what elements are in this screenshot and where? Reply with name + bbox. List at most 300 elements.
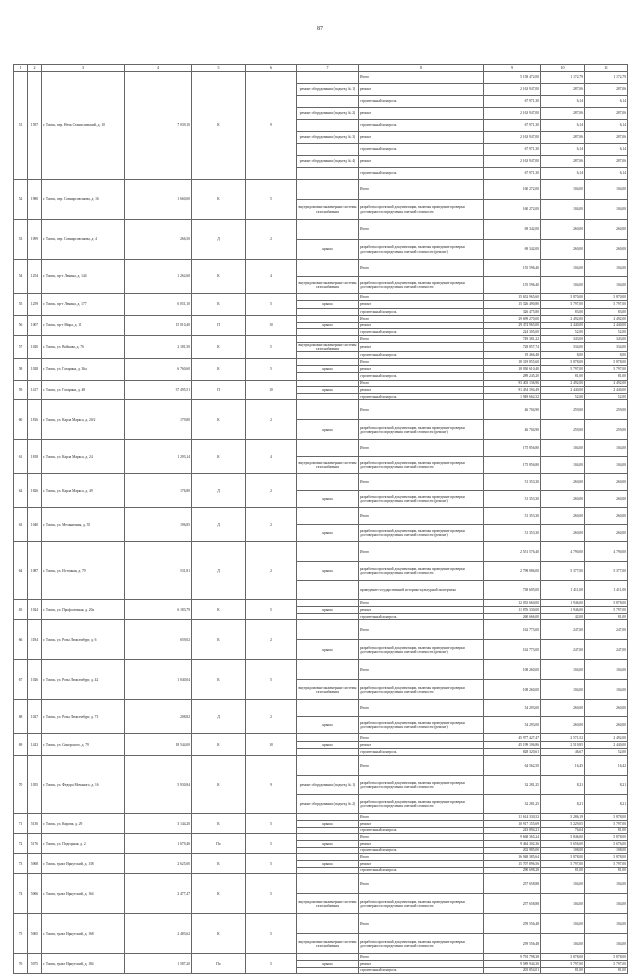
work-type: Итого — [359, 315, 484, 322]
unit-cost: 260,00 — [541, 220, 585, 240]
floors: 2 — [246, 474, 297, 508]
work-element — [297, 954, 359, 961]
work-type: ремонт — [359, 322, 484, 329]
work-type: ремонт — [359, 84, 484, 96]
work-type: ремонт — [359, 365, 484, 372]
unit-cost: 2 571,52 — [541, 734, 585, 741]
address: г. Томск, ул. Гагарина, д. 36а — [42, 358, 125, 380]
unit-cost: 6,14 — [541, 168, 585, 180]
unit-cost: 5 878,00 — [541, 954, 585, 961]
work-type: строительный контроль — [359, 96, 484, 108]
work-element — [297, 329, 359, 336]
work-element — [297, 854, 359, 861]
area: 6 183,79 — [125, 600, 192, 620]
unit-cost: 5 286,19 — [541, 814, 585, 821]
table-row — [14, 700, 628, 717]
cost: 2 163 947,00 — [484, 132, 541, 144]
work-element: внутридомовые инженерные системы газоснабжения — [297, 200, 359, 220]
cost: 69 342,00 — [484, 240, 541, 260]
category: П — [192, 315, 246, 335]
unit-cost: 8,21 — [541, 795, 585, 814]
limit-cost: 2 440,00 — [585, 387, 628, 394]
row-number: 61 — [14, 440, 28, 474]
row-number: 64 — [14, 542, 28, 600]
row-number: 57 — [14, 335, 28, 358]
limit-cost: 287,06 — [585, 108, 628, 120]
limit-cost: 104,00 — [585, 180, 628, 200]
work-type: ремонт — [359, 741, 484, 748]
area: 2 483,62 — [125, 914, 192, 954]
unit-cost: 104,00 — [541, 894, 585, 914]
work-element — [297, 294, 359, 301]
work-element: внутридомовые инженерные системы газоснабжения — [297, 680, 359, 700]
row-number: 60 — [14, 400, 28, 440]
unit-cost: 42,00 — [541, 613, 585, 620]
work-element: внутридомовые инженерные системы газоснабжения — [297, 277, 359, 294]
work-type: Итого — [359, 380, 484, 387]
work-element — [297, 96, 359, 108]
work-element — [297, 315, 359, 322]
cost: 290 698,28 — [484, 867, 541, 874]
cost: 289 245,20 — [484, 373, 541, 380]
limit-cost: 81,00 — [585, 827, 628, 834]
work-type: Итого — [359, 814, 484, 821]
category: К — [192, 734, 246, 756]
unit-cost: 260,00 — [541, 474, 585, 491]
category: К — [192, 440, 246, 474]
floors: 2 — [246, 620, 297, 660]
work-element: крыша — [297, 301, 359, 308]
table-row — [14, 542, 628, 561]
work-element — [297, 393, 359, 400]
category: К — [192, 294, 246, 316]
house-id: 1184 — [28, 620, 42, 660]
work-element: ремонт оборудования (подъезд № 4) — [297, 156, 359, 168]
cost: 46 704,90 — [484, 420, 541, 440]
floors: 2 — [246, 400, 297, 440]
cost: 257 658,88 — [484, 894, 541, 914]
limit-cost: 287,06 — [585, 156, 628, 168]
work-element — [297, 351, 359, 358]
floors: 5 — [246, 874, 297, 914]
work-type: разработка проектной документации, включая проведение проверки достоверности определения сметной стоимости (ремонт) — [359, 717, 484, 734]
table-row — [14, 380, 628, 387]
cost: 108 260,00 — [484, 680, 541, 700]
limit-cost: 6,14 — [585, 168, 628, 180]
work-type: Итого — [359, 914, 484, 934]
limit-cost: 104,00 — [585, 457, 628, 474]
unit-cost: 104,00 — [541, 680, 585, 700]
unit-cost: 5 377,00 — [541, 561, 585, 580]
limit-cost: 81,00 — [585, 967, 628, 974]
capital-repair-table — [13, 64, 628, 974]
column-header: 2 — [28, 65, 42, 72]
column-header: 11 — [585, 65, 628, 72]
cost: 51 353,30 — [484, 491, 541, 508]
house-id: 1417 — [28, 380, 42, 400]
work-type: Итого — [359, 220, 484, 240]
category: Д — [192, 474, 246, 508]
category: Д — [192, 542, 246, 600]
work-type: Итого — [359, 620, 484, 640]
unit-cost: 6,14 — [541, 96, 585, 108]
work-type: Итого — [359, 440, 484, 457]
column-header: 10 — [541, 65, 585, 72]
cost: 326 475,80 — [484, 308, 541, 315]
row-number: 74 — [14, 874, 28, 914]
cost: 2 163 947,00 — [484, 156, 541, 168]
unit-cost: 104,00 — [541, 260, 585, 277]
limit-cost: 5 878,00 — [585, 854, 628, 861]
unit-cost: 247,00 — [541, 620, 585, 640]
row-number: 59 — [14, 380, 28, 400]
cost: 257 658,88 — [484, 874, 541, 894]
cost: 162 773,00 — [484, 620, 541, 640]
limit-cost: 5 377,00 — [585, 561, 628, 580]
address: г. Томск, ул. Розы Люксембург, д. 73 — [42, 700, 125, 734]
work-element — [297, 700, 359, 717]
unit-cost: 5 870,00 — [541, 294, 585, 301]
row-number: 72 — [14, 834, 28, 854]
cost: 2 163 947,00 — [484, 108, 541, 120]
work-element — [297, 373, 359, 380]
work-element — [297, 380, 359, 387]
limit-cost: 104,00 — [585, 660, 628, 680]
work-type: ремонт — [359, 156, 484, 168]
cost: 69 342,00 — [484, 220, 541, 240]
area: 266,50 — [125, 220, 192, 260]
limit-cost: 104,00 — [585, 260, 628, 277]
unit-cost: 2 519,85 — [541, 741, 585, 748]
limit-cost: 8,21 — [585, 775, 628, 794]
work-type: разработка проектной документации, включая проведение проверки достоверности определения сметной стоимости (ремонт) — [359, 525, 484, 542]
work-type: разработка проектной документации, включая проведение проверки достоверности определения сметной стоимости — [359, 457, 484, 474]
area: 5 930,84 — [125, 756, 192, 814]
unit-cost: 259,00 — [541, 420, 585, 440]
row-number: 69 — [14, 734, 28, 756]
address: г. Томск, тракт Иркутский, д. 168 — [42, 914, 125, 954]
unit-cost: 259,00 — [541, 400, 585, 420]
limit-cost: 343,00 — [585, 335, 628, 342]
cost: 45 977 427,47 — [484, 734, 541, 741]
table-row — [14, 756, 628, 775]
house-id: 1007 — [28, 315, 42, 335]
floors: 5 — [246, 660, 297, 700]
unit-cost: 5 797,00 — [541, 365, 585, 372]
work-type: Итого — [359, 400, 484, 420]
limit-cost: 2 440,00 — [585, 322, 628, 329]
house-id: 5068 — [28, 854, 42, 874]
area: 2 625,00 — [125, 854, 192, 874]
limit-cost: 260,00 — [585, 220, 628, 240]
work-element — [297, 967, 359, 974]
work-type: разработка проектной документации, включая проведение проверки достоверности определения сметной стоимости (ремонт) — [359, 640, 484, 660]
work-type: разработка проектной документации, включая проведение проверки достоверности определения сметной стоимости — [359, 561, 484, 580]
work-type: Итого — [359, 734, 484, 741]
house-id: 1816 — [28, 400, 42, 440]
row-number: 62 — [14, 474, 28, 508]
area: 196,85 — [125, 508, 192, 542]
row-number: 65 — [14, 600, 28, 620]
category: К — [192, 814, 246, 834]
unit-cost: 5 797,00 — [541, 860, 585, 867]
address: г. Томск, тракт Иркутский, д. 138 — [42, 854, 125, 874]
unit-cost: 6,14 — [541, 144, 585, 156]
house-id: 5176 — [28, 834, 42, 854]
work-type: строительный контроль — [359, 847, 484, 854]
work-element: внутридомовые инженерные системы газоснабжения — [297, 894, 359, 914]
house-id: 1055 — [28, 756, 42, 814]
column-header: 7 — [297, 65, 359, 72]
area: 6 760,60 — [125, 358, 192, 380]
table-row — [14, 335, 628, 342]
cost: 828 320,61 — [484, 749, 541, 756]
row-number: 58 — [14, 358, 28, 380]
cost: 12 035 660,00 — [484, 600, 541, 607]
work-type: Итого — [359, 834, 484, 841]
column-header: 9 — [484, 65, 541, 72]
work-element — [297, 734, 359, 741]
limit-cost: 5 797,00 — [585, 860, 628, 867]
cost: 11 614 330,52 — [484, 814, 541, 821]
unit-cost: 5 797,00 — [541, 960, 585, 967]
work-element — [297, 180, 359, 200]
work-type: Итого — [359, 474, 484, 491]
work-type: ремонт — [359, 960, 484, 967]
cost: 67 971,30 — [484, 120, 541, 132]
unit-cost: 81,00 — [541, 967, 585, 974]
house-id: 1826 — [28, 474, 42, 508]
work-element: ремонт оборудования (подъезд № 3) — [297, 132, 359, 144]
unit-cost: 5 878,00 — [541, 854, 585, 861]
unit-cost: 104,00 — [541, 277, 585, 294]
category: К — [192, 72, 246, 180]
category: К — [192, 874, 246, 914]
floors: 5 — [246, 854, 297, 874]
row-number: 52 — [14, 180, 28, 220]
house-id: 1020 — [28, 335, 42, 358]
limit-cost: 334,00 — [585, 342, 628, 351]
cost: 728 857,74 — [484, 342, 541, 351]
floors: 10 — [246, 315, 297, 335]
limit-cost: 104,00 — [585, 914, 628, 934]
unit-cost: 287,06 — [541, 132, 585, 144]
limit-cost: 8,21 — [585, 795, 628, 814]
limit-cost: 2 492,00 — [585, 734, 628, 741]
unit-cost: 334,00 — [541, 342, 585, 351]
unit-cost: 2 440,00 — [541, 387, 585, 394]
area: 7 039,10 — [125, 72, 192, 180]
work-type: Итого — [359, 335, 484, 342]
table-row — [14, 834, 628, 841]
unit-cost: 247,00 — [541, 640, 585, 660]
cost: 224 305,00 — [484, 329, 541, 336]
limit-cost: 104,00 — [585, 934, 628, 954]
cost: 67 971,30 — [484, 144, 541, 156]
work-type: разработка проектной документации, включая проведение проверки достоверности определения сметной стоимости (ремонт) — [359, 240, 484, 260]
floors: 5 — [246, 294, 297, 316]
area: 3 144,20 — [125, 814, 192, 834]
table-row — [14, 660, 628, 680]
row-number: 75 — [14, 914, 28, 954]
work-type: проведение государственной историко-культурной экспертизы — [359, 581, 484, 600]
unit-cost: 260,00 — [541, 491, 585, 508]
category: По — [192, 834, 246, 854]
area: 179,80 — [125, 400, 192, 440]
cost: 10 917 155,69 — [484, 821, 541, 828]
limit-cost: 1 172,79 — [585, 72, 628, 84]
table-row — [14, 814, 628, 821]
cost: 9 668 365,24 — [484, 834, 541, 841]
limit-cost: 16,42 — [585, 756, 628, 775]
unit-cost: 83,00 — [541, 308, 585, 315]
area: 208,82 — [125, 700, 192, 734]
cost: 108 260,00 — [484, 660, 541, 680]
unit-cost: 2 492,00 — [541, 380, 585, 387]
address: г. Томск, ул. Розы Люксембург, д. 42 — [42, 660, 125, 700]
unit-cost: 104,00 — [541, 660, 585, 680]
work-type: ремонт — [359, 301, 484, 308]
floors: 2 — [246, 508, 297, 542]
unit-cost: 52,00 — [541, 329, 585, 336]
table-row — [14, 508, 628, 525]
limit-cost: 4 790,00 — [585, 542, 628, 561]
work-type: строительный контроль — [359, 168, 484, 180]
floors: 10 — [246, 380, 297, 400]
work-type: строительный контроль — [359, 827, 484, 834]
category: П — [192, 380, 246, 400]
work-type: ремонт — [359, 860, 484, 867]
cost: 19 466,48 — [484, 351, 541, 358]
address: г. Томск, пер. Совнарсоюзнова, д. 16 — [42, 180, 125, 220]
limit-cost: 260,00 — [585, 491, 628, 508]
unit-cost: 1 172,79 — [541, 72, 585, 84]
category: К — [192, 756, 246, 814]
row-number: 63 — [14, 508, 28, 542]
cost: 11 876 330,00 — [484, 607, 541, 614]
cost: 5 158 472,00 — [484, 72, 541, 84]
work-element — [297, 914, 359, 934]
work-element — [297, 847, 359, 854]
limit-cost: 287,06 — [585, 132, 628, 144]
column-header: 6 — [246, 65, 297, 72]
work-element — [297, 756, 359, 775]
area: 531,81 — [125, 542, 192, 600]
unit-cost: 260,00 — [541, 717, 585, 734]
cost: 9 464 302,36 — [484, 841, 541, 848]
limit-cost: 1 411,00 — [585, 581, 628, 600]
work-type: строительный контроль — [359, 749, 484, 756]
work-type: Итого — [359, 954, 484, 961]
work-element: крыша — [297, 640, 359, 660]
area: 176,80 — [125, 474, 192, 508]
work-type: разработка проектной документации, включая проведение проверки достоверности определения сметной стоимости — [359, 934, 484, 954]
cost: 160 272,00 — [484, 180, 541, 200]
limit-cost: 260,00 — [585, 700, 628, 717]
work-element: крыша — [297, 240, 359, 260]
work-element: крыша — [297, 561, 359, 580]
table-row — [14, 220, 628, 240]
limit-cost: 52,00 — [585, 749, 628, 756]
row-number: 56 — [14, 315, 28, 335]
page-number: 87 — [317, 26, 323, 32]
work-element — [297, 168, 359, 180]
limit-cost: 5 878,00 — [585, 358, 628, 365]
unit-cost: 5 229,05 — [541, 821, 585, 828]
work-element — [297, 440, 359, 457]
floors: 2 — [246, 220, 297, 260]
unit-cost: 52,00 — [541, 393, 585, 400]
row-number: 53 — [14, 220, 28, 260]
limit-cost: 52,00 — [585, 393, 628, 400]
work-element — [297, 260, 359, 277]
row-number: 66 — [14, 620, 28, 660]
table-row — [14, 954, 628, 961]
table-row — [14, 180, 628, 200]
category: Д — [192, 220, 246, 260]
work-element — [297, 814, 359, 821]
work-type: Итого — [359, 756, 484, 775]
unit-cost: 8,21 — [541, 775, 585, 794]
category: К — [192, 660, 246, 700]
cost: 51 353,30 — [484, 525, 541, 542]
work-type: строительный контроль — [359, 144, 484, 156]
row-number: 68 — [14, 700, 28, 734]
area: 2 181,50 — [125, 335, 192, 358]
work-type: ремонт — [359, 821, 484, 828]
address: г. Томск, ул. Войкова, д. 76 — [42, 335, 125, 358]
limit-cost: 5 797,00 — [585, 821, 628, 828]
work-element — [297, 72, 359, 84]
unit-cost: 5 797,00 — [541, 301, 585, 308]
work-element — [297, 220, 359, 240]
unit-cost: 104,00 — [541, 874, 585, 894]
unit-cost: 6,14 — [541, 120, 585, 132]
row-number: 55 — [14, 294, 28, 316]
unit-cost: 108,00 — [541, 847, 585, 854]
work-element — [297, 474, 359, 491]
address: г. Томск, пр-т Ленина, д. 144 — [42, 260, 125, 294]
table-row — [14, 854, 628, 861]
limit-cost: 2 492,00 — [585, 315, 628, 322]
work-element — [297, 120, 359, 132]
area: 1 679,46 — [125, 834, 192, 854]
limit-cost: 104,00 — [585, 440, 628, 457]
category: К — [192, 914, 246, 954]
limit-cost: 260,00 — [585, 717, 628, 734]
limit-cost: 2 440,00 — [585, 741, 628, 748]
work-element: крыша — [297, 821, 359, 828]
work-type: строительный контроль — [359, 967, 484, 974]
limit-cost: 81,00 — [585, 373, 628, 380]
work-element: крыша — [297, 841, 359, 848]
cost: 175 856,80 — [484, 457, 541, 474]
unit-cost: 46,67 — [541, 749, 585, 756]
floors: 9 — [246, 72, 297, 180]
limit-cost: 6,14 — [585, 144, 628, 156]
cost: 32 281,25 — [484, 795, 541, 814]
cost: 54 293,00 — [484, 700, 541, 717]
unit-cost: 81,00 — [541, 373, 585, 380]
unit-cost: 5 878,00 — [541, 358, 585, 365]
limit-cost: 108,00 — [585, 847, 628, 854]
work-type: ремонт — [359, 108, 484, 120]
work-type: разработка проектной документации, включая проведение проверки достоверности определения сметной стоимости — [359, 680, 484, 700]
cost: 9 793 798,38 — [484, 954, 541, 961]
work-type: разработка проектной документации, включая проведение проверки достоверности определения сметной стоимости — [359, 894, 484, 914]
work-element: внутридомовые инженерные системы газоснабжения — [297, 934, 359, 954]
unit-cost: 5 656,00 — [541, 841, 585, 848]
